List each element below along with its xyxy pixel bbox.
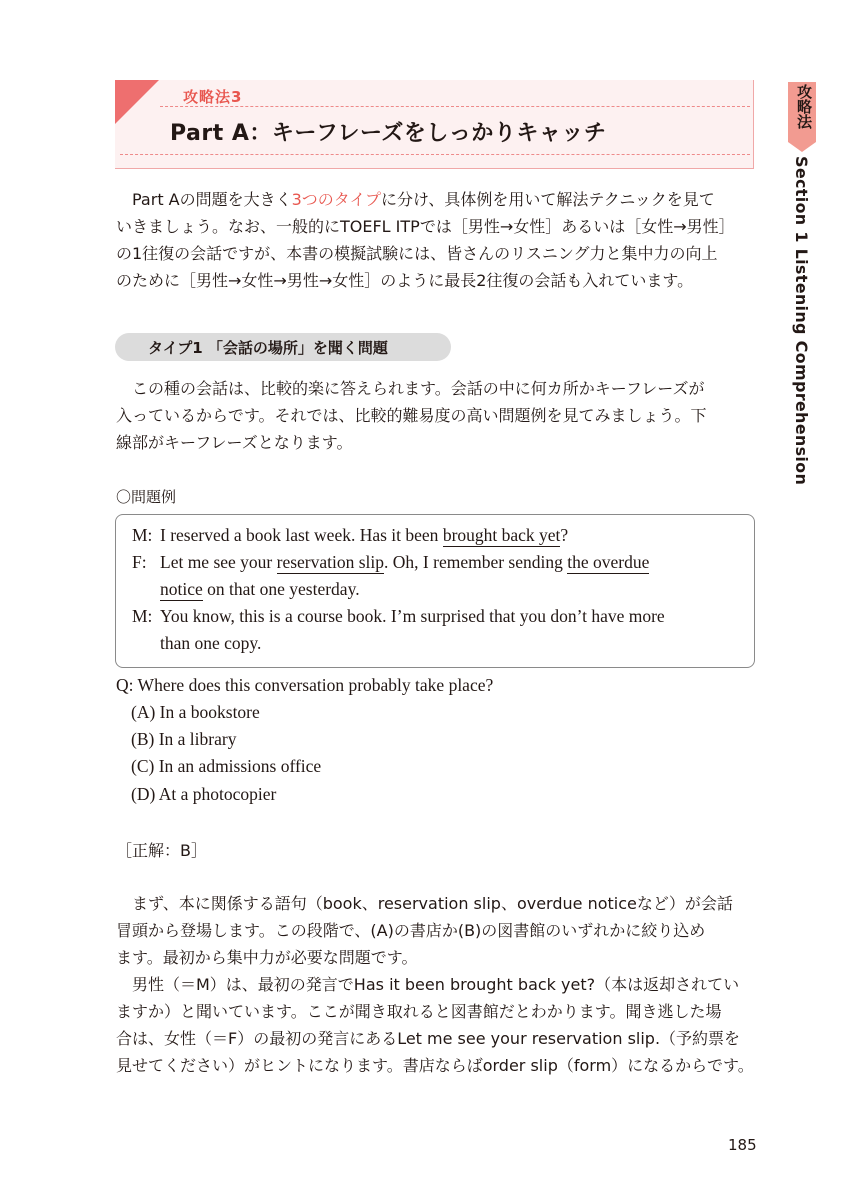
example-label: 〇問題例 [116,488,177,506]
dialog-line-f1 [160,552,649,573]
header-dashed-line-bottom [120,154,750,155]
side-section-label: Section 1 Listening Comprehension [792,156,811,486]
dialog-text: Let me see your [160,552,277,572]
option-c: (C) In an admissions office [131,756,322,776]
intro-line-4: のために［男性→女性→男性→女性］のように最長2往復の会話も入れています。 [116,271,694,290]
explanation-line-6: 合は、女性（＝F）の最初の発言にあるLet me see your reservation slip.（予約票を [116,1029,741,1048]
intro-text: に分け、具体例を用いて解法テクニックを見て [381,190,715,209]
explanation-paragraph [116,890,756,1079]
dialog-line-m1 [160,525,568,546]
intro-text: Part Aの問題を大きく [132,190,292,209]
header-corner-triangle [115,80,159,124]
dialog-line-m2-cont: than one copy. [160,633,262,653]
dialog-text: on that one yesterday. [202,579,360,599]
explanation-line-4: 男性（＝M）は、最初の発言でHas it been brought back yet?（本は返却されてい [132,975,740,994]
intro-line-2: いきましょう。なお、一般的にTOEFL ITPでは［男性→女性］あるいは［女性→男性］ [116,217,735,236]
key-phrase: notice [160,579,203,599]
type1-paragraph [116,375,756,456]
dialog-line-f1-cont [160,579,360,600]
intro-line-3: の1往復の会話ですが、本書の模擬試験には、皆さんのリスニング力と集中力の向上 [116,244,718,263]
intro-paragraph [116,186,756,294]
question-text: Q: Where does this conversation probably take place? [116,675,494,695]
explanation-line-2: 冒頭から登場します。この段階で、(A)の書店か(B)の図書館のいずれかに絞り込め [116,921,706,940]
dialog-text: . Oh, I remember sending [384,552,568,572]
strategy-label: 攻略法3 [183,88,243,106]
option-d: (D) At a photocopier [131,784,277,804]
dialog-text: I reserved a book last week. Has it been [160,525,443,545]
answer-label: ［正解：B］ [116,841,207,860]
key-phrase: brought back yet [442,525,561,545]
option-b: (B) In a library [131,729,237,749]
explanation-line-1: まず、本に関係する語句（book、reservation slip、overdue noticeなど）が会話 [132,894,733,913]
explanation-line-7: 見せてください）がヒントになります。書店ならばorder slip（form）になるからです。 [116,1056,754,1075]
intro-line-1 [116,186,756,213]
type1-line-1: この種の会話は、比較的楽に答えられます。会話の中に何カ所かキーフレーズが [132,379,705,398]
key-phrase: the overdue [567,552,650,572]
explanation-line-3: ます。最初から集中力が必要な問題です。 [116,948,418,967]
intro-accent: 3つのタイプ [291,190,382,209]
key-phrase: reservation slip [276,552,385,572]
page-title: Part A：キーフレーズをしっかりキャッチ [170,121,607,146]
side-tab-label: 攻略法 [795,84,813,129]
dialog-line-m2: You know, this is a course book. I’m surprised that you don’t have more [160,606,665,626]
header-dashed-line-top [160,106,750,107]
type-heading: タイプ1 「会話の場所」を聞く問題 [148,339,388,357]
type1-line-3: 線部がキーフレーズとなります。 [116,433,353,452]
dialog-speaker-m1: M: [132,525,153,545]
explanation-line-5: ますか）と聞いています。ここが聞き取れると図書館だとわかります。聞き逃した場 [116,1002,722,1021]
dialog-speaker-m2: M: [132,606,153,626]
dialog-text: ? [560,525,569,545]
page-number: 185 [728,1136,757,1154]
option-a: (A) In a bookstore [131,702,260,722]
dialog-speaker-f1: F: [132,552,147,572]
type1-line-2: 入っているからです。それでは、比較的難易度の高い問題例を見てみましょう。下 [116,406,707,425]
